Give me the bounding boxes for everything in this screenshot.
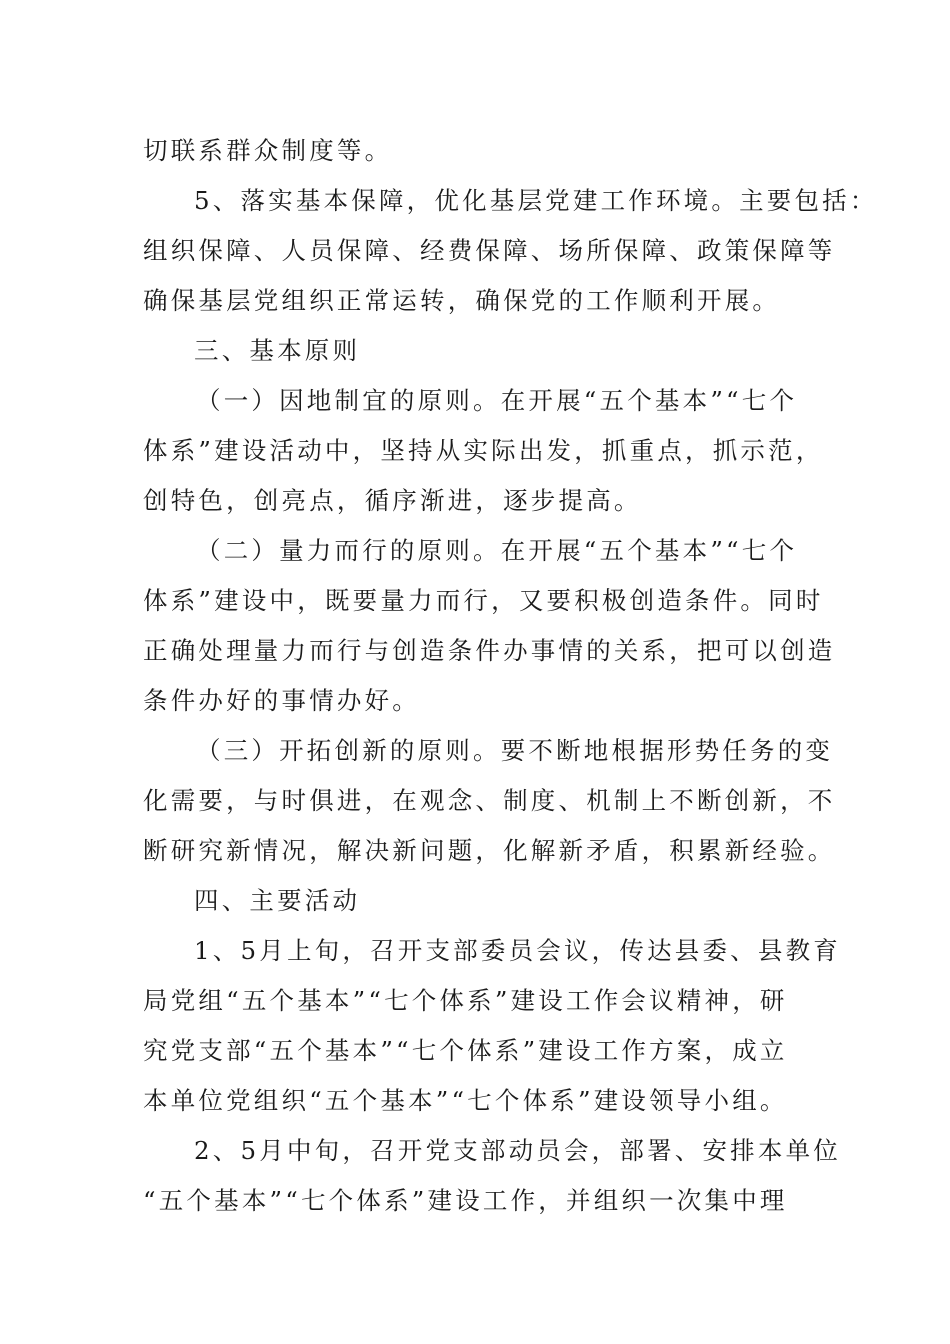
text-line: 体系”建设活动中，坚持从实际出发，抓重点，抓示范， xyxy=(143,436,824,465)
text-line: （二）量力而行的原则。在开展“五个基本”“七个 xyxy=(196,536,798,565)
text-line: 本单位党组织“五个基本”“七个体系”建设领导小组。 xyxy=(143,1086,788,1115)
text-line: 确保基层党组织正常运转，确保党的工作顺利开展。 xyxy=(143,286,781,315)
text-line: 组织保障、人员保障、经费保障、场所保障、政策保障等 xyxy=(143,236,836,265)
text-line: 1、5月上旬，召开支部委员会议，传达县委、县教育 xyxy=(194,936,841,965)
text-line: 创特色，创亮点，循序渐进，逐步提高。 xyxy=(143,486,642,515)
text-line: （三）开拓创新的原则。要不断地根据形势任务的变 xyxy=(196,736,834,765)
text-line: “五个基本”“七个体系”建设工作，并组织一次集中理 xyxy=(143,1186,788,1215)
text-line: （一）因地制宜的原则。在开展“五个基本”“七个 xyxy=(196,386,798,415)
text-line: 正确处理量力而行与创造条件办事情的关系，把可以创造 xyxy=(143,636,836,665)
section-heading: 三、基本原则 xyxy=(194,336,361,365)
text-line: 局党组“五个基本”“七个体系”建设工作会议精神，研 xyxy=(143,986,788,1015)
text-line: 断研究新情况，解决新问题，化解新矛盾，积累新经验。 xyxy=(143,836,836,865)
text-line: 体系”建设中，既要量力而行，又要积极创造条件。同时 xyxy=(143,586,824,615)
text-line: 2、5月中旬，召开党支部动员会，部署、安排本单位 xyxy=(194,1136,841,1165)
text-line: 切联系群众制度等。 xyxy=(143,136,393,165)
text-line: 条件办好的事情办好。 xyxy=(143,686,420,715)
text-line: 化需要，与时俱进，在观念、制度、机制上不断创新，不 xyxy=(143,786,836,815)
text-line: 5、落实基本保障，优化基层党建工作环境。主要包括： xyxy=(194,186,878,215)
text-line: 究党支部“五个基本”“七个体系”建设工作方案，成立 xyxy=(143,1036,788,1065)
section-heading: 四、主要活动 xyxy=(194,886,361,915)
